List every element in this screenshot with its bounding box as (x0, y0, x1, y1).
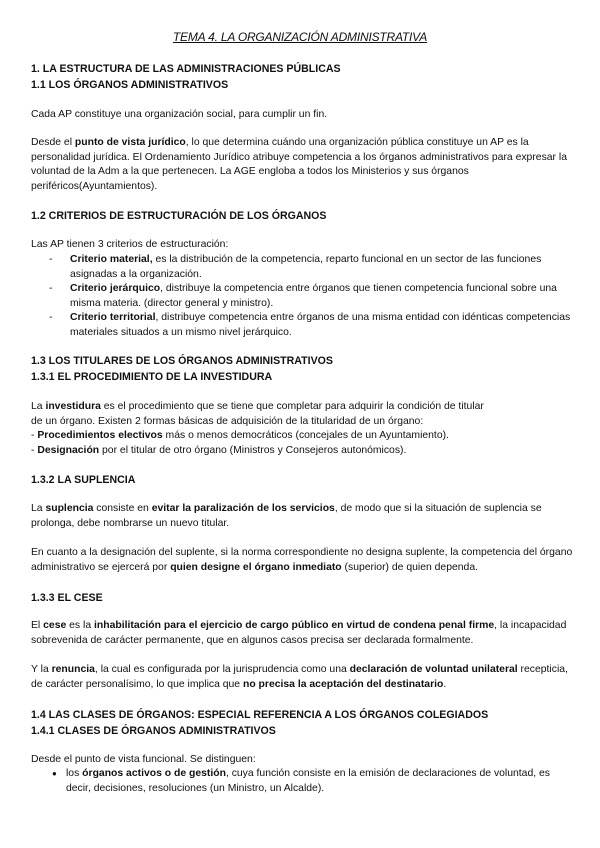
heading-1-3-3: 1.3.3 EL CESE (31, 592, 103, 604)
bold-term: punto de vista jurídico (74, 137, 186, 148)
bold-term: cese (43, 620, 67, 631)
list-item: - Criterio territorial, distribuye competencia entre órganos de una misma entidad con idénticas competencias materiales situados a un mismo nivel jerárquico. (49, 311, 576, 340)
list-item: - Criterio jerárquico, distribuye la competencia entre órganos que tienen competencia funcional sobre una misma materia. (director general y ministro). (49, 282, 576, 311)
bold-term: Criterio territorial (70, 312, 156, 324)
heading-1: 1. LA ESTRUCTURA DE LAS ADMINISTRACIONES PÚBLICAS (31, 63, 341, 75)
bold-term: órganos activos o de gestión (82, 768, 226, 779)
paragraph-designacion-suplente: En cuanto a la designación del suplente, si la norma correspondiente no designa suplente, la competencia del órgano administrativo se ejercerá por quien designe el órgano inmediato (superior) de quien dependa. (31, 547, 573, 573)
paragraph-investidura: La investidura es el procedimiento que se tiene que completar para adquirir la condición de titular de un órgano. Existen 2 formas básicas de adquisición de la titularidad de un órgano: - Procedimientos electivos más o menos democráticos (concejales de un Ayuntamiento). - Designación por el titular de otro órgano (Ministros y Consejeros autonómicos). (31, 400, 491, 458)
bold-term: quien designe el órgano inmediato (170, 561, 342, 573)
paragraph-suplencia: La suplencia consiste en evitar la paralización de los servicios, de modo que si la situación de suplencia se prolonga, debe nombrarse un nuevo titular. (31, 503, 542, 529)
list-item: - Procedimientos electivos más o menos democráticos (concejales de un Ayuntamiento). (31, 430, 449, 442)
heading-section-1-3 (31, 353, 576, 385)
paragraph-ap-fin: Cada AP constituye una organización social, para cumplir un fin. (31, 109, 328, 120)
heading-1-1: 1.1 LOS ÓRGANOS ADMINISTRATIVOS (31, 79, 229, 91)
heading-1-3: 1.3 LOS TITULARES DE LOS ÓRGANOS ADMINISTRATIVOS (31, 355, 333, 367)
heading-section-1-4 (31, 707, 576, 739)
bold-term: investidura (45, 401, 101, 412)
clases-list (31, 767, 576, 796)
heading-section-1 (31, 61, 576, 93)
bold-term: Criterio material, (70, 254, 153, 265)
paragraph-punto-vista-funcional: Desde el punto de vista funcional. Se distinguen: (31, 754, 256, 765)
bold-term: Criterio jerárquico (70, 283, 161, 295)
paragraph-renuncia: Y la renuncia, la cual es configurada por la jurisprudencia como una declaración de voluntad unilateral recepticia, de carácter personalísimo, lo que implica que no precisa la aceptación del destinatario. (31, 664, 568, 690)
bold-term: renuncia (51, 664, 95, 675)
criterios-list (31, 253, 576, 341)
bold-term: evitar la paralización de los servicios (151, 503, 335, 514)
bold-term: suplencia (45, 503, 94, 514)
list-item: - Designación por el titular de otro órgano (Ministros y Consejeros autonómicos). (31, 444, 407, 456)
bold-term: inhabilitación para el ejercicio de cargo público en virtud de condena penal firme (94, 620, 495, 631)
bold-term: Procedimientos electivos (37, 430, 163, 442)
bold-term: Designación (37, 444, 100, 456)
heading-1-3-2: 1.3.2 LA SUPLENCIA (31, 474, 136, 486)
heading-1-2: 1.2 CRITERIOS DE ESTRUCTURACIÓN DE LOS ÓRGANOS (31, 210, 327, 222)
paragraph-punto-vista-juridico: Desde el punto de vista jurídico, lo que determina cuándo una organización pública constituye un AP es la personalidad jurídica. El Ordenamiento Jurídico atribuye competencia a los órganos administrativos para expresar la voluntad de la Adm a la que pertenecen. La AGE engloba a todos los Ministerios y sus órganos periféricos(Ayuntamientos). (31, 137, 567, 192)
heading-1-3-1: 1.3.1 EL PROCEDIMIENTO DE LA INVESTIDURA (31, 371, 273, 383)
list-item: - Criterio material, es la distribución de la competencia, reparto funcional en un sector de las funciones asignadas a la organización. (49, 253, 576, 282)
paragraph-cese: El cese es la inhabilitación para el ejercicio de cargo público en virtud de condena penal firme, la incapacidad sobrevenida de carácter permanente, que en algunos casos precisa ser declarada formalmente. (31, 620, 567, 646)
bold-term: no precisa la aceptación del destinatario (242, 678, 444, 690)
heading-1-4-1: 1.4.1 CLASES DE ÓRGANOS ADMINISTRATIVOS (31, 725, 276, 737)
bold-term: declaración de voluntad unilateral (349, 664, 518, 675)
document-title: TEMA 4. LA ORGANIZACIÓN ADMINISTRATIVA (172, 30, 428, 44)
paragraph-criterios-intro: Las AP tienen 3 criterios de estructuración: (31, 239, 229, 250)
list-item: ● los órganos activos o de gestión, cuya función consiste en la emisión de declaraciones de voluntad, es decir, decisiones, resoluciones (un Ministro, un Alcalde). (52, 767, 576, 796)
heading-1-4: 1.4 LAS CLASES DE ÓRGANOS: ESPECIAL REFERENCIA A LOS ÓRGANOS COLEGIADOS (31, 709, 489, 721)
